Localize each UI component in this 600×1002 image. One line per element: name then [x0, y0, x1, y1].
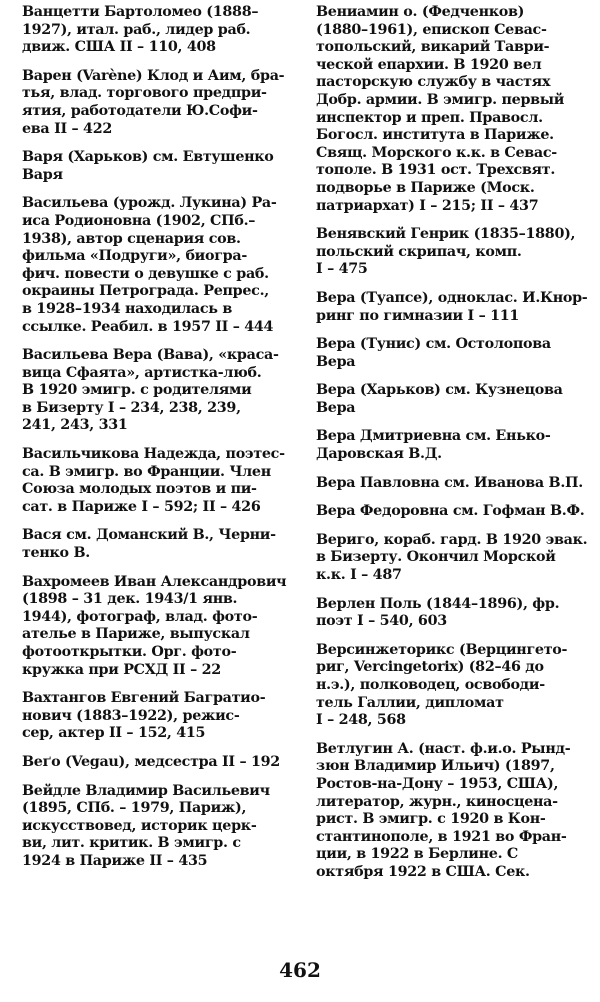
entry-line: Богосл. института в Париже. — [316, 127, 554, 144]
entry-line: к.к. I – 487 — [316, 567, 402, 584]
entry-line: тенко В. — [22, 545, 90, 562]
entry-line: ссылке. Реабил. в 1957 II – 444 — [22, 318, 274, 335]
index-entry — [316, 475, 586, 493]
entry-line: Добр. армии. В эмигр. первый — [316, 91, 565, 108]
index-entry — [22, 527, 284, 562]
entry-line: ринг по гимназии I – 111 — [316, 307, 520, 324]
entry-line: патриархат) I – 215; II – 437 — [316, 197, 539, 214]
index-entry — [316, 382, 586, 417]
index-entry — [316, 428, 586, 463]
entry-line: в 1928–1934 находилась в — [22, 300, 233, 317]
entry-line: 1938), автор сценария сов. — [22, 230, 241, 247]
entry-line: 1944), фотограф, влад. фото- — [22, 608, 258, 625]
index-entry — [22, 446, 284, 516]
entry-line: риг, Vercingetorix) (82–46 до — [316, 659, 544, 676]
entry-line: тополе. В 1931 ост. Трехсвят. — [316, 162, 556, 179]
index-entry — [316, 741, 586, 882]
entry-line: октября 1922 в США. Сек. — [316, 863, 530, 880]
index-entry — [22, 573, 287, 680]
index-entry — [22, 754, 284, 772]
entry-line: Вера Федоровна см. Гофман В.Ф. — [316, 503, 585, 520]
entry-line: (1898 – 31 дек. 1943/1 янв. — [22, 591, 238, 608]
entry-line: (1880–1961), епископ Севас- — [316, 21, 547, 38]
index-entry — [22, 68, 284, 138]
left-column — [22, 4, 287, 882]
entry-line: ятия, работодатели Ю.Софи- — [22, 102, 258, 119]
index-entry — [316, 532, 586, 585]
entry-line: поэт I – 540, 603 — [316, 613, 447, 630]
entry-line: ции, в 1922 в Берлине. С — [316, 846, 519, 863]
index-entry — [316, 336, 586, 371]
entry-line: Васильева Вера (Вава), «краса- — [22, 347, 279, 364]
page-number: 462 — [279, 958, 321, 982]
entry-line: нович (1883–1922), режис- — [22, 707, 240, 724]
entry-line: Вера — [316, 353, 356, 370]
entry-line: Вера Дмитриевна см. Енько- — [316, 428, 551, 445]
entry-line: Варен (Varène) Клод и Аим, бра- — [22, 67, 285, 84]
entry-line: фильма «Подруги», биогра- — [22, 248, 247, 265]
entry-line: кружка при РСХД II – 22 — [22, 661, 221, 678]
entry-line: Вериго, кораб. гард. В 1920 эвак. — [316, 531, 588, 548]
entry-line: I – 248, 568 — [316, 712, 406, 729]
entry-line: окраины Петрограда. Репрес., — [22, 283, 269, 300]
entry-line: ателье в Париже, выпускал — [22, 626, 250, 643]
entry-line: Вася см. Доманский В., Черни- — [22, 527, 276, 544]
index-entry — [22, 149, 284, 184]
entry-line: искусствовед, историк церк- — [22, 817, 257, 834]
entry-line: Даровская В.Д. — [316, 446, 442, 463]
index-entry — [22, 783, 284, 871]
entry-line: Венявский Генрик (1835–1880), — [316, 226, 576, 243]
entry-line: Версинжеторикс (Верцингето- — [316, 641, 568, 658]
entry-line: топольский, викарий Таври- — [316, 39, 550, 56]
entry-line: Ветлугин А. (наст. ф.и.о. Рынд- — [316, 740, 571, 757]
entry-line: литератор, журн., киносцена- — [316, 793, 558, 810]
index-entry — [316, 642, 586, 730]
right-column — [316, 4, 586, 893]
entry-line: рист. В эмигр. с 1920 в Кон- — [316, 811, 546, 828]
index-entry — [316, 290, 586, 325]
entry-line: ева II – 422 — [22, 120, 112, 137]
index-entry — [316, 226, 586, 279]
entry-line: Варя — [22, 166, 63, 183]
entry-line: Вера — [316, 399, 356, 416]
entry-line: Ванцетти Бартоломео (1888– — [22, 4, 259, 20]
index-entry — [22, 690, 284, 743]
entry-line: Васильчикова Надежда, поэтес- — [22, 446, 285, 463]
entry-line: (1895, СПб. – 1979, Париж), — [22, 800, 247, 817]
entry-line: 1924 в Париже II – 435 — [22, 852, 208, 869]
entry-line: Вейдле Владимир Васильевич — [22, 782, 270, 799]
entry-line: 241, 243, 331 — [22, 417, 128, 434]
entry-line: Союза молодых поэтов и пи- — [22, 481, 257, 498]
entry-line: В 1920 эмигр. с родителями — [22, 382, 252, 399]
entry-line: Васильева (урожд. Лукина) Ра- — [22, 195, 277, 212]
entry-line: сер, актер II – 152, 415 — [22, 725, 206, 742]
index-entry — [22, 347, 284, 435]
entry-line: иса Родионовна (1902, СПб.– — [22, 212, 256, 229]
entry-line: ви, лит. критик. В эмигр. с — [22, 835, 241, 852]
entry-line: тья, влад. торгового предпри- — [22, 85, 267, 102]
entry-line: са. В эмигр. во Франции. Член — [22, 463, 271, 480]
entry-line: ческой епархии. В 1920 вел — [316, 56, 542, 73]
entry-line: 1927), итал. раб., лидер раб. — [22, 21, 251, 38]
entry-line: фич. повести о девушке с раб. — [22, 265, 269, 282]
index-entry — [316, 4, 586, 215]
entry-line: Вера (Харьков) см. Кузнецова — [316, 382, 563, 399]
entry-line: Ростов-на-Дону – 1953, США), — [316, 775, 559, 792]
entry-line: Вера Павловна см. Иванова В.П. — [316, 474, 583, 491]
entry-line: стантинополе, в 1921 во Фран- — [316, 828, 567, 845]
index-entry — [22, 195, 284, 336]
entry-line: Вениамин о. (Федченков) — [316, 4, 525, 20]
entry-line: пасторскую службу в частях — [316, 74, 551, 91]
entry-line: Вахромеев Иван Александрович — [22, 573, 287, 590]
index-entry — [22, 4, 284, 57]
entry-line: Свящ. Морского к.к. в Севас- — [316, 144, 557, 161]
entry-line: Верлен Поль (1844–1896), фр. — [316, 595, 560, 612]
entry-line: зюн Владимир Ильич) (1897, — [316, 758, 555, 775]
entry-line: инспектор и преп. Правосл. — [316, 109, 543, 126]
entry-line: сат. в Париже I – 592; II – 426 — [22, 498, 261, 515]
entry-line: Варя (Харьков) см. Евтушенко — [22, 149, 274, 166]
index-entry — [316, 596, 586, 631]
entry-line: вица Сфаята», артистка-люб. — [22, 364, 262, 381]
entry-line: Вера (Тунис) см. Остолопова — [316, 336, 551, 353]
entry-line: в Бизерту. Окончил Морской — [316, 549, 556, 566]
entry-line: н.э.), полководец, освободи- — [316, 677, 545, 693]
index-entry — [316, 503, 586, 521]
entry-line: польский скрипач, комп. — [316, 243, 522, 260]
entry-line: фотооткрытки. Орг. фото- — [22, 644, 237, 660]
entry-line: подворье в Париже (Моск. — [316, 179, 535, 196]
entry-line: Вахтангов Евгений Багратио- — [22, 690, 266, 707]
entry-line: Вера (Туапсе), однoклас. И.Кнор- — [316, 289, 588, 306]
entry-line: тель Галлии, дипломат — [316, 694, 504, 711]
entry-line: в Бизерту I – 234, 238, 239, — [22, 399, 241, 416]
entry-line: Веґо (Vegau), медсестра II – 192 — [22, 753, 280, 770]
entry-line: I – 475 — [316, 261, 368, 278]
entry-line: движ. США II – 110, 408 — [22, 39, 216, 56]
